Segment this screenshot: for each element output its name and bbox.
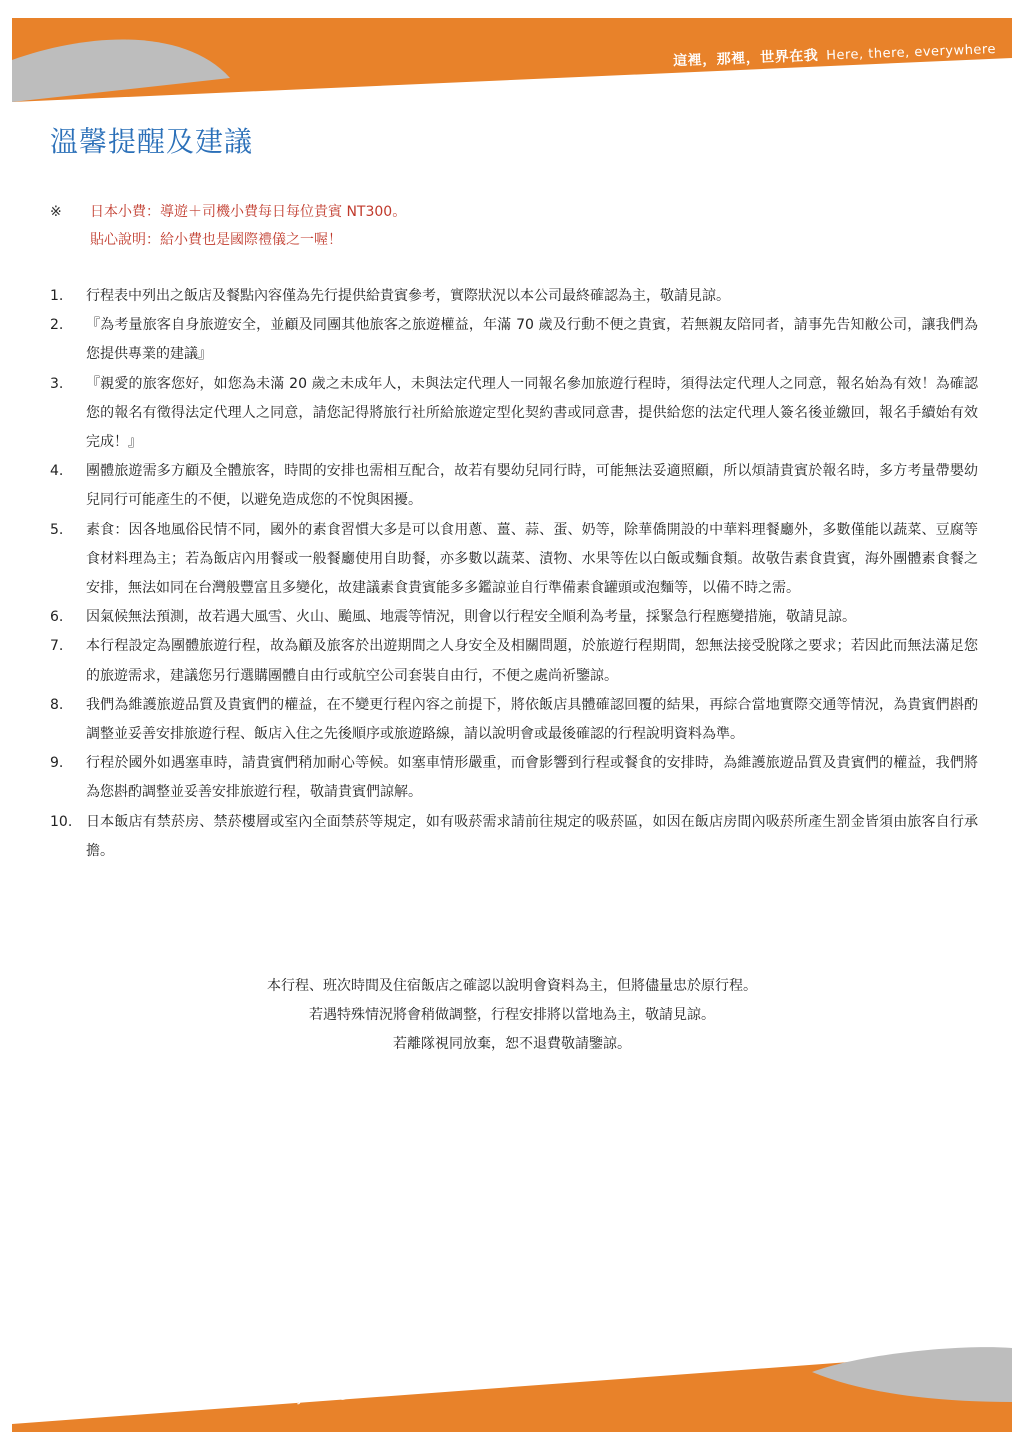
reminder-list	[50, 282, 978, 866]
closing-line: 若遇特殊情況將會稍做調整，行程安排將以當地為主，敬請見諒。	[309, 1007, 715, 1023]
header-slogan-zh: 這裡，那裡，世界在我	[673, 47, 819, 70]
item-text: 行程於國外如遇塞車時，請貴賓們稍加耐心等候。如塞車情形嚴重，而會影響到行程或餐食的安排時，為維護旅遊品質及貴賓們的權益，我們將為您斟酌調整並妥善安排旅遊行程，敬請貴賓們諒解。	[86, 755, 978, 801]
item-number: 8.	[50, 696, 64, 713]
item-text: 日本飯店有禁菸房、禁菸樓層或室內全面禁菸等規定，如有吸菸需求請前往規定的吸菸區，如因在飯店房間內吸菸所產生罰金皆須由旅客自行承擔。	[86, 813, 978, 859]
closing-line: 本行程、班次時間及住宿飯店之確認以說明會資料為主，但將儘量忠於原行程。	[267, 978, 757, 994]
page-title: 溫馨提醒及建議	[50, 125, 254, 158]
list-item	[50, 370, 978, 458]
item-number: 7.	[50, 638, 64, 655]
list-item	[50, 516, 978, 604]
tipping-note	[50, 198, 950, 254]
closing-line: 若離隊視同放棄，恕不退費敬請鑒諒。	[393, 1036, 631, 1052]
tip-line-text: 貼心說明：給小費也是國際禮儀之一喔！	[90, 232, 342, 248]
closing-statement	[0, 972, 1024, 1059]
tip-line	[50, 198, 950, 226]
list-item	[50, 808, 978, 866]
footer-slogan-en: Here, there, everywhere	[176, 1388, 347, 1411]
item-text: 素食：因各地風俗民情不同，國外的素食習慣大多是可以食用蔥、薑、蒜、蛋、奶等，除華僑開設的中華料理餐廳外，多數僅能以蔬菜、豆腐等食材料理為主；若為飯店內用餐或一般餐廳使用自助餐，亦多數以蔬菜、漬物、水果等佐以白飯或麵食類。故敬告素食貴賓，海外團體素食餐之安排，無法如同在台灣般豐富且多變化，故建議素食貴賓能多多鑑諒並自行準備素食罐頭或泡麵等，以備不時之需。	[86, 521, 978, 597]
footer-banner-graphic	[0, 1340, 1024, 1440]
tip-line	[50, 226, 950, 254]
header-slogan-en: Here, there, everywhere	[825, 42, 997, 64]
item-number: 5.	[50, 521, 64, 538]
list-item	[50, 282, 978, 311]
list-item	[50, 311, 978, 369]
item-text: 團體旅遊需多方顧及全體旅客，時間的安排也需相互配合，故若有嬰幼兒同行時，可能無法妥適照顧，所以煩請貴賓於報名時，多方考量帶嬰幼兒同行可能產生的不便，以避免造成您的不悅與困擾。	[86, 463, 978, 509]
item-text: 『親愛的旅客您好，如您為未滿 20 歲之未成年人，未與法定代理人一同報名參加旅遊行程時，須得法定代理人之同意，報名始為有效！為確認您的報名有徵得法定代理人之同意，請您記得將旅行社所給旅遊定型化契約書或同意書，提供給您的法定代理人簽名後並繳回，報名手續始有效完成！』	[86, 375, 978, 451]
list-item	[50, 603, 978, 632]
list-item	[50, 457, 978, 515]
item-text: 本行程設定為團體旅遊行程，故為顧及旅客於出遊期間之人身安全及相關問題，於旅遊行程期間，恕無法接受脫隊之要求；若因此而無法滿足您的旅遊需求，建議您另行選購團體自由行或航空公司套裝自由行，不便之處尚祈鑒諒。	[86, 638, 978, 684]
footer-slogan-zh: 這裡，那裡，世界在我	[23, 1394, 170, 1417]
reference-mark: ※	[50, 204, 62, 220]
item-number: 9.	[50, 755, 64, 772]
item-number: 4.	[50, 463, 64, 480]
list-item	[50, 749, 978, 807]
item-text: 行程表中列出之飯店及餐點內容僅為先行提供給貴賓參考，實際狀況以本公司最終確認為主，敬請見諒。	[86, 288, 730, 304]
item-text: 『為考量旅客自身旅遊安全，並顧及同團其他旅客之旅遊權益，年滿 70 歲及行動不便之貴賓，若無親友陪同者，請事先告知敝公司，讓我們為您提供專業的建議』	[86, 317, 978, 363]
list-item	[50, 632, 978, 690]
list-item	[50, 691, 978, 749]
item-number: 10.	[50, 813, 73, 830]
item-number: 2.	[50, 317, 64, 334]
footer-banner	[0, 1340, 1024, 1440]
item-number: 1.	[50, 288, 64, 304]
item-text: 因氣候無法預測，故若遇大風雪、火山、颱風、地震等情況，則會以行程安全順利為考量，採緊急行程應變措施，敬請見諒。	[86, 609, 856, 626]
tip-line-text: 日本小費：導遊＋司機小費每日每位貴賓 NT300。	[90, 204, 407, 220]
item-number: 6.	[50, 609, 64, 626]
item-number: 3.	[50, 375, 64, 392]
item-text: 我們為維護旅遊品質及貴賓們的權益，在不變更行程內容之前提下，將依飯店具體確認回覆的結果，再綜合當地實際交通等情況，為貴賓們斟酌調整並妥善安排旅遊行程、飯店入住之先後順序或旅遊路線，請以說明會或最後確認的行程說明資料為準。	[86, 696, 978, 743]
